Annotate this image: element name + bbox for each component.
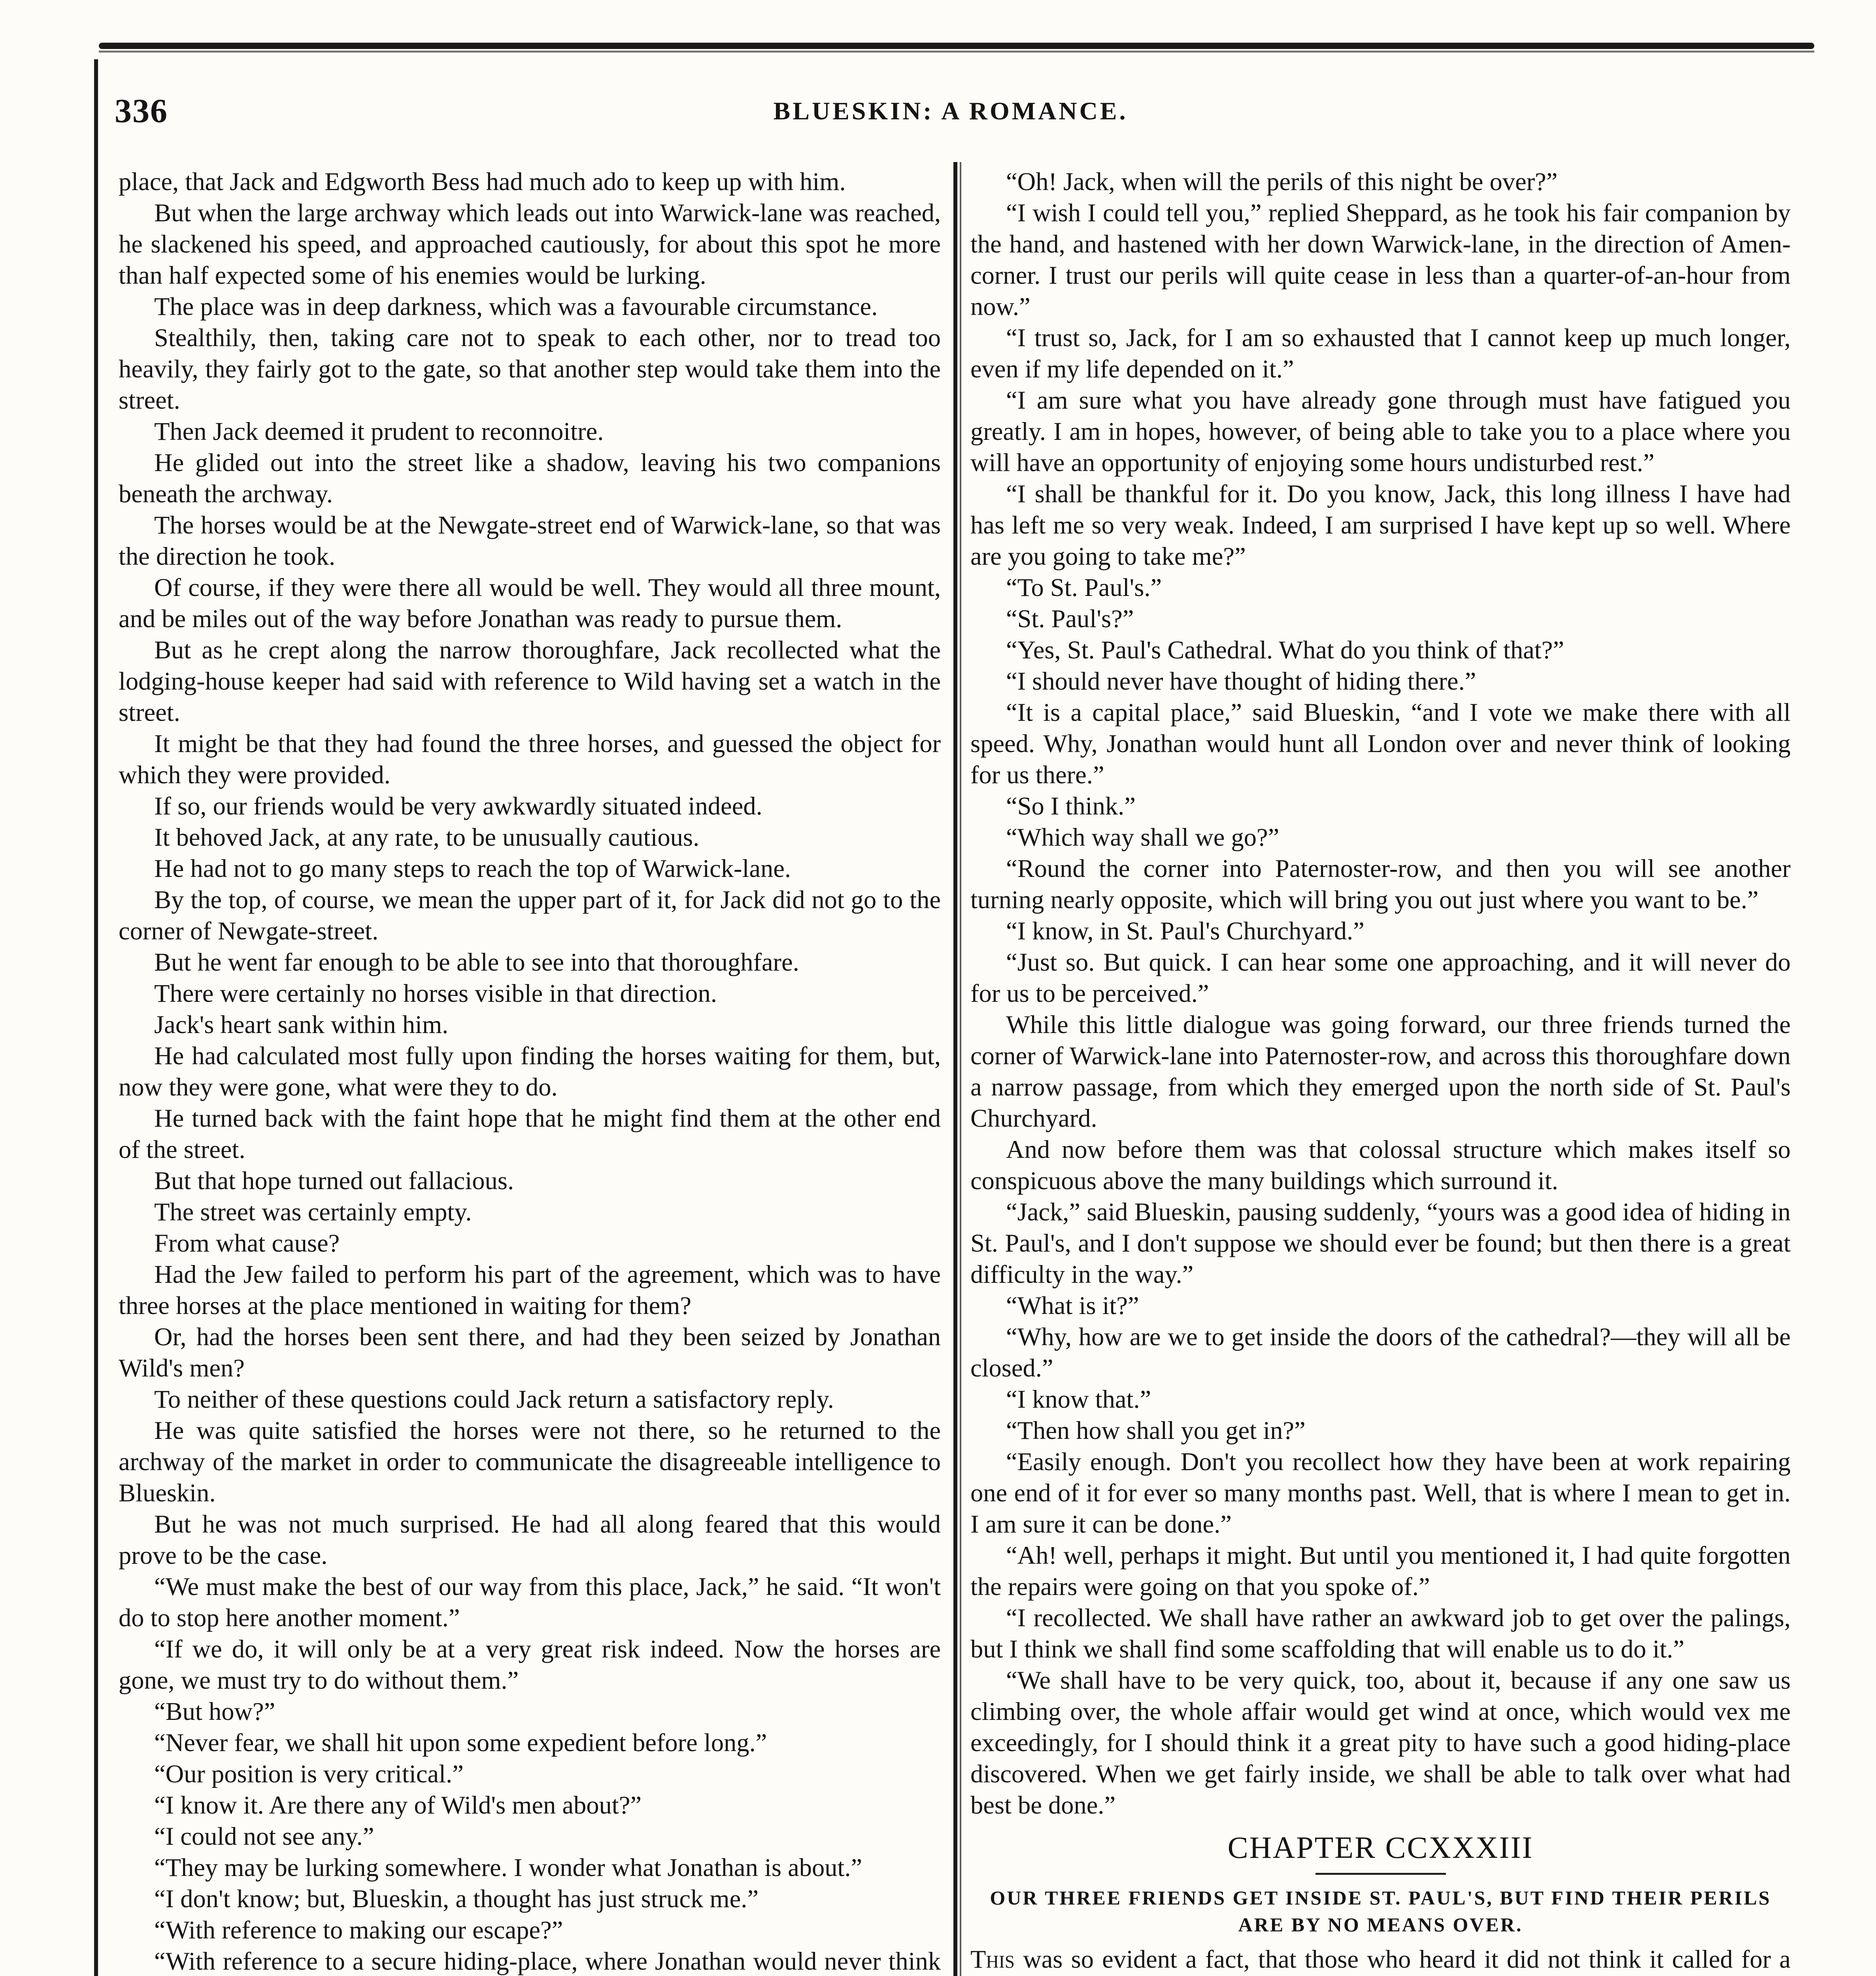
chapter-opening-word: This bbox=[970, 1945, 1015, 1973]
paragraph: “Easily enough. Don't you recollect how they have been at work repairing one end of it for ever so many months past. Well, that is where I mean to get in. I am sure it can be done.” bbox=[970, 1448, 1791, 1538]
paragraph: But he went far enough to be able to see into that thoroughfare. bbox=[154, 948, 799, 976]
paragraph: Or, had the horses been sent there, and had they been seized by Jonathan Wild's men? bbox=[119, 1323, 941, 1382]
paragraph: The street was certainly empty. bbox=[154, 1198, 472, 1226]
paragraph: “I know it. Are there any of Wild's men about?” bbox=[154, 1791, 642, 1819]
paragraph: “I shall be thankful for it. Do you know, Jack, this long illness I have had has left me so very weak. Indeed, I am surprised I have kept up so well. Where are you going to take me?” bbox=[970, 480, 1791, 570]
paragraph: From what cause? bbox=[154, 1229, 340, 1257]
right-column bbox=[970, 166, 1791, 1976]
paragraph: place, that Jack and Edgworth Bess had much ado to keep up with him. bbox=[119, 168, 846, 196]
paragraph: Then Jack deemed it prudent to reconnoitre. bbox=[154, 417, 604, 445]
paragraph: It behoved Jack, at any rate, to be unusually cautious. bbox=[154, 823, 700, 851]
paragraph: And now before them was that colossal structure which makes itself so conspicuous above the many buildings which surround it. bbox=[970, 1135, 1791, 1195]
paragraph: “Then how shall you get in?” bbox=[1006, 1416, 1306, 1444]
paragraph: But as he crept along the narrow thoroughfare, Jack recollected what the lodging-house keeper had said with reference to Wild having set a watch in the street. bbox=[119, 636, 941, 726]
paragraph: “They may be lurking somewhere. I wonder what Jonathan is about.” bbox=[154, 1853, 863, 1882]
chapter-heading: CHAPTER CCXXXIII bbox=[1227, 1830, 1534, 1865]
paragraph: But that hope turned out fallacious. bbox=[154, 1167, 514, 1195]
chapter-opening-paragraph bbox=[970, 1944, 1791, 1976]
paragraph: But he was not much surprised. He had all along feared that this would prove to be the case. bbox=[119, 1510, 941, 1569]
paragraph: Of course, if they were there all would be well. They would all three mount, and be miles out of the way before Jonathan was ready to pursue them. bbox=[119, 573, 941, 633]
paragraph: To neither of these questions could Jack return a satisfactory reply. bbox=[154, 1385, 834, 1413]
paragraph: “I don't know; but, Blueskin, a thought has just struck me.” bbox=[154, 1885, 759, 1913]
page-header bbox=[115, 91, 1787, 138]
paragraph: “Jack,” said Blueskin, pausing suddenly, “yours was a good idea of hiding in St. Paul's, and I don't suppose we should ever be found; but then there is a great difficulty in the way.” bbox=[970, 1198, 1791, 1288]
paragraph: “Round the corner into Paternoster-row, and then you will see another turning nearly opposite, which will bring you out just where you want to be.” bbox=[970, 854, 1791, 914]
chapter-opening-text: was so evident a fact, that those who heard it did not think it called for a bbox=[1023, 1945, 1791, 1973]
paragraph: “I trust so, Jack, for I am so exhausted that I cannot keep up much longer, even if my life depended on it.” bbox=[970, 324, 1791, 383]
paragraph: “St. Paul's?” bbox=[1006, 605, 1134, 633]
paragraph: He had calculated most fully upon finding the horses waiting for them, but, now they were gone, what were they to do. bbox=[119, 1042, 941, 1101]
paragraph: Stealthily, then, taking care not to speak to each other, nor to tread too heavily, they fairly got to the gate, so that another step would take them into the street. bbox=[119, 324, 941, 414]
page-number: 336 bbox=[115, 92, 168, 130]
paragraph: “With reference to making our escape?” bbox=[154, 1916, 563, 1944]
paragraph: “So I think.” bbox=[1006, 792, 1136, 820]
paragraph: “We must make the best of our way from this place, Jack,” he said. “It won't do to stop here another moment.” bbox=[119, 1573, 941, 1632]
paragraph: If so, our friends would be very awkwardly situated indeed. bbox=[154, 792, 762, 820]
column-divider-hairline bbox=[960, 162, 961, 1976]
paragraph: “Yes, St. Paul's Cathedral. What do you think of that?” bbox=[1006, 636, 1564, 664]
paragraph: “With reference to a secure hiding-place, where Jonathan would never think bbox=[154, 1947, 941, 1975]
top-border-rule bbox=[99, 43, 1814, 49]
paragraph: The place was in deep darkness, which was a favourable circumstance. bbox=[154, 292, 878, 321]
paragraph: “I know, in St. Paul's Churchyard.” bbox=[1006, 917, 1365, 945]
left-column bbox=[119, 166, 941, 1976]
chapter-summary: OUR THREE FRIENDS GET INSIDE ST. PAUL'S, BUT FIND THEIR PERILS ARE BY NO MEANS OVER. bbox=[990, 1887, 1771, 1936]
paragraph: “I wish I could tell you,” replied Sheppard, as he took his fair companion by the hand, and hastened with her down Warwick-lane, in the direction of Amen-corner. I trust our perils will quite cease in less than a quarter-of-an-hour from now.” bbox=[970, 199, 1791, 321]
paragraph: The horses would be at the Newgate-street end of Warwick-lane, so that was the direction he took. bbox=[119, 511, 941, 570]
paragraph: But when the large archway which leads out into Warwick-lane was reached, he slackened his speed, and approached cautiously, for about this spot he more than half expected some of his enemies would be lurking. bbox=[119, 199, 941, 289]
paragraph: “Just so. But quick. I can hear some one approaching, and it will never do for us to be perceived.” bbox=[970, 948, 1791, 1007]
paragraph: He glided out into the street like a shadow, leaving his two companions beneath the archway. bbox=[119, 449, 941, 508]
paragraph: By the top, of course, we mean the upper part of it, for Jack did not go to the corner of Newgate-street. bbox=[119, 886, 941, 945]
left-border-rule bbox=[94, 59, 98, 1976]
paragraph: “But how?” bbox=[154, 1697, 276, 1725]
paragraph: “It is a capital place,” said Blueskin, “and I vote we make there with all speed. Why, Jonathan would hunt all London over and never think of looking for us there.” bbox=[970, 698, 1791, 789]
paragraph: “I should never have thought of hiding there.” bbox=[1006, 667, 1476, 695]
paragraph: “Why, how are we to get inside the doors of the cathedral?—they will all be closed.” bbox=[970, 1323, 1791, 1382]
paragraph: He was quite satisfied the horses were not there, so he returned to the archway of the market in order to communicate the disagreeable intelligence to Blueskin. bbox=[119, 1416, 941, 1507]
paragraph: It might be that they had found the three horses, and guessed the object for which they were provided. bbox=[119, 730, 941, 789]
paragraph: “Never fear, we shall hit upon some expedient before long.” bbox=[154, 1729, 767, 1757]
chapter-rule bbox=[1315, 1873, 1446, 1875]
paragraph: He turned back with the faint hope that he might find them at the other end of the street. bbox=[119, 1104, 941, 1163]
paragraph: “I could not see any.” bbox=[154, 1822, 374, 1850]
paragraph: Jack's heart sank within him. bbox=[154, 1011, 449, 1039]
right-column-paragraphs bbox=[970, 166, 1791, 1821]
paragraph: He had not to go many steps to reach the top of Warwick-lane. bbox=[154, 854, 791, 882]
paragraph: “Oh! Jack, when will the perils of this night be over?” bbox=[1006, 168, 1558, 196]
paragraph: “I am sure what you have already gone through must have fatigued you greatly. I am in hopes, however, of being able to take you to a place where you will have an opportunity of enjoying some hours undisturbed rest.” bbox=[970, 386, 1791, 477]
top-border-hairline bbox=[99, 51, 1814, 53]
paragraph: “What is it?” bbox=[1006, 1292, 1139, 1320]
paragraph: “We shall have to be very quick, too, about it, because if any one saw us climbing over, the whole affair would get wind at once, which would vex me exceedingly, for I should think it a great pity to have such a good hiding-place discovered. When we get fairly inside, we shall be able to talk over what had best be done.” bbox=[970, 1666, 1791, 1819]
paragraph: Had the Jew failed to perform his part of the agreement, which was to have three horses at the place mentioned in waiting for them? bbox=[119, 1260, 941, 1320]
paragraph: While this little dialogue was going forward, our three friends turned the corner of Warwick-lane into Paternoster-row, and across this thoroughfare down a narrow passage, from which they emerged upon the north side of St. Paul's Churchyard. bbox=[970, 1011, 1791, 1132]
running-title: BLUESKIN: A ROMANCE. bbox=[773, 97, 1128, 125]
paragraph: “I know that.” bbox=[1006, 1385, 1151, 1413]
paragraph: “I recollected. We shall have rather an awkward job to get over the palings, but I think we shall find some scaffolding that will enable us to do it.” bbox=[970, 1604, 1791, 1663]
paragraph: “Our position is very critical.” bbox=[154, 1760, 464, 1788]
paragraph: “Which way shall we go?” bbox=[1006, 823, 1280, 851]
column-divider bbox=[953, 162, 957, 1976]
paragraph: “To St. Paul's.” bbox=[1006, 573, 1162, 601]
paragraph: There were certainly no horses visible in that direction. bbox=[154, 979, 717, 1007]
paragraph: “If we do, it will only be at a very great risk indeed. Now the horses are gone, we must try to do without them.” bbox=[119, 1635, 941, 1694]
paragraph: “Ah! well, perhaps it might. But until you mentioned it, I had quite forgotten the repairs were going on that you spoke of.” bbox=[970, 1541, 1791, 1601]
